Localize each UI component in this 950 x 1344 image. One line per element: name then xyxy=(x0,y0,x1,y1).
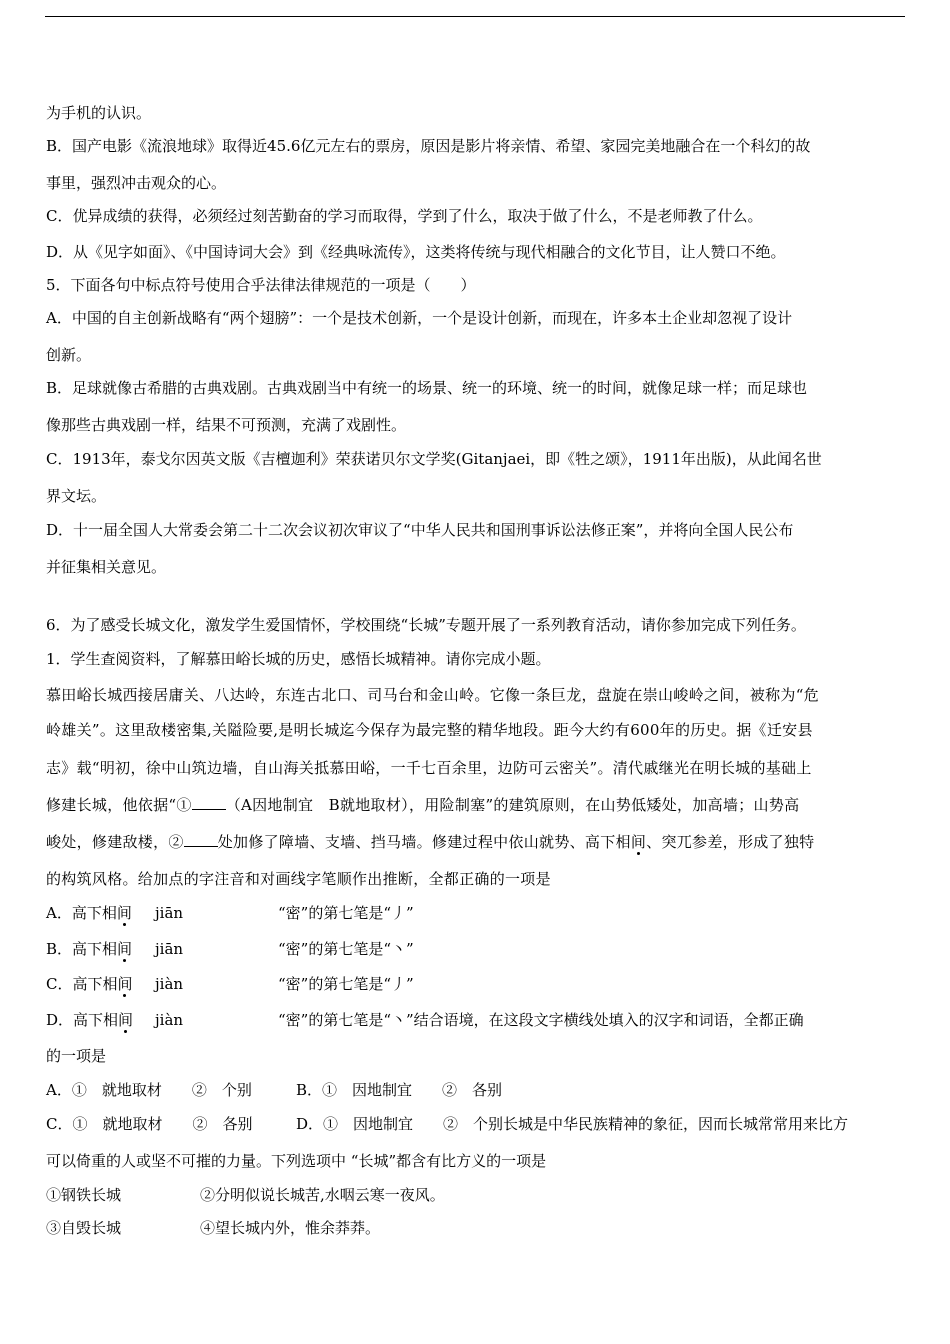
passage-text: 处加修了障墙、支墙、挡马墙。修建过程中依山就势、高下相 xyxy=(217,833,631,851)
stroke-order: “密”的第七笔是“丿” xyxy=(278,975,414,993)
choice-c: C．① 就地取材 ② 各别 xyxy=(46,1115,253,1133)
fill-blank-2 xyxy=(184,832,218,847)
item-row xyxy=(46,1185,906,1205)
passage-line: 志》载“明初，徐中山筑边墙，自山海关抵慕田峪，一千七百余里，边防可云密关”。清代戚继光在明长城的基础上 xyxy=(46,759,812,777)
choice-d: D．① 因地制宜 ② 个别长城是中华民族精神的象征，因而长城常常用来比方 xyxy=(296,1115,849,1133)
passage-text: （A因地制宜 B就地取材），用险制塞”的建筑原则，在山势低矮处，加高墙；山势高 xyxy=(225,796,800,814)
dotted-character: 间 xyxy=(630,833,647,851)
choice-d xyxy=(46,1010,906,1030)
fill-blank-1 xyxy=(192,795,226,810)
subquestion-1-stem: 1．学生查阅资料，了解慕田峪长城的历史，感悟长城精神。请你完成小题。 xyxy=(46,650,551,668)
dotted-character: 间 xyxy=(116,904,132,922)
passage-line: 慕田峪长城西接居庸关、八达岭，东连古北口、司马台和金山岭。它像一条巨龙，盘旋在崇山峻岭之间，被称为“危 xyxy=(46,686,819,704)
item-4: ④望长城内外，惟余莽莽。 xyxy=(200,1219,381,1237)
stroke-order: “密”的第七笔是“丿” xyxy=(278,904,414,922)
stroke-order: “密”的第七笔是“丶” xyxy=(278,940,414,958)
choice-row xyxy=(46,1114,906,1134)
option-d-line: D．十一届全国人大常委会第二十二次会议初次审议了“中华人民共和国刑事诉讼法修正案”，并将向全国人民公布 xyxy=(46,521,794,539)
choice-b: B．① 因地制宜 ② 各别 xyxy=(296,1081,503,1099)
option-c-line: C．1913年，泰戈尔因英文版《吉檀迦利》荣获诺贝尔文学奖(Gitanjaei，即《牲之颂》，1911年出版)，从此闻名世 xyxy=(46,450,822,468)
passage-text: 修建长城，他依据“ xyxy=(46,796,177,814)
passage-line: 的构筑风格。给加点的字注音和对画线字笔顺作出推断，全都正确的一项是 xyxy=(46,870,551,888)
option-a-line: A．中国的自主创新战略有“两个翅膀”：一个是技术创新，一个是设计创新，而现在，许多本土企业却忽视了设计 xyxy=(46,309,793,327)
text-line: 像那些古典戏剧一样，结果不可预测，充满了戏剧性。 xyxy=(46,416,407,434)
option-b-line: B．国产电影《流浪地球》取得近45.6亿元左右的票房，原因是影片将亲情、希望、家园完美地融合在一个科幻的故 xyxy=(46,137,811,155)
passage-line xyxy=(46,795,906,815)
pinyin: jiàn xyxy=(155,1011,184,1029)
option-c-line: C．优异成绩的获得，必须经过刻苦勤奋的学习而取得，学到了什么，取决于做了什么，不是老师教了什么。 xyxy=(46,207,763,225)
header-rule xyxy=(45,16,905,17)
text-line: 事里，强烈冲击观众的心。 xyxy=(46,174,227,192)
passage-text: 峻处，修建敌楼， xyxy=(46,833,169,851)
stroke-order: “密”的第七笔是“丶”结合语境，在这段文字横线处填入的汉字和词语，全都正确 xyxy=(278,1011,804,1029)
option-b-line: B．足球就像古希腊的古典戏剧。古典戏剧当中有统一的场景、统一的环境、统一的时间，就像足球一样；而足球也 xyxy=(46,379,808,397)
text-line: 创新。 xyxy=(46,346,92,364)
question-5-stem: 5．下面各句中标点符号使用合乎法律法律规范的一项是（ ） xyxy=(46,276,476,294)
text-line: 并征集相关意见。 xyxy=(46,558,167,576)
text-line: 的一项是 xyxy=(46,1047,107,1065)
choice-label: B．高下相 xyxy=(46,940,118,958)
dotted-character: 间 xyxy=(117,975,133,993)
text-line: 界文坛。 xyxy=(46,487,107,505)
choice-b xyxy=(46,939,906,959)
pinyin: jiān xyxy=(155,904,184,922)
choice-label: D．高下相 xyxy=(46,1011,119,1029)
blank-marker-2: ② xyxy=(168,833,184,851)
pinyin: jiān xyxy=(155,940,184,958)
item-2: ②分明似说长城苦,水咽云寒一夜风。 xyxy=(200,1186,445,1204)
passage-text: 、突兀参差，形成了独特 xyxy=(646,833,815,851)
blank-marker-1: ① xyxy=(176,796,192,814)
item-3: ③自毁长城 xyxy=(46,1219,122,1237)
pinyin: jiàn xyxy=(155,975,184,993)
text-line: 可以倚重的人或坚不可摧的力量。下列选项中 “长城”都含有比方义的一项是 xyxy=(46,1152,547,1170)
choice-a: A．① 就地取材 ② 个别 xyxy=(46,1081,252,1099)
dotted-character: 间 xyxy=(118,1011,134,1029)
passage-line xyxy=(46,832,906,852)
choice-a xyxy=(46,903,906,923)
option-d-line: D．从《见字如面》、《中国诗词大会》到《经典咏流传》，这类将传统与现代相融合的文化节目，让人赞口不绝。 xyxy=(46,243,786,261)
choice-c xyxy=(46,974,906,994)
item-1: ①钢铁长城 xyxy=(46,1186,122,1204)
choice-label: C．高下相 xyxy=(46,975,118,993)
choice-label: A．高下相 xyxy=(46,904,117,922)
text-line: 为手机的认识。 xyxy=(46,104,152,122)
question-6-stem: 6．为了感受长城文化，激发学生爱国情怀，学校围绕“长城”专题开展了一系列教育活动，请你参加完成下列任务。 xyxy=(46,616,806,634)
dotted-character: 间 xyxy=(117,940,133,958)
passage-line: 岭雄关”。这里敌楼密集,关隘险要,是明长城迄今保存为最完整的精华地段。距今大约有600年的历史。据《迁安县 xyxy=(46,721,813,739)
item-row xyxy=(46,1218,906,1238)
choice-row xyxy=(46,1080,906,1100)
